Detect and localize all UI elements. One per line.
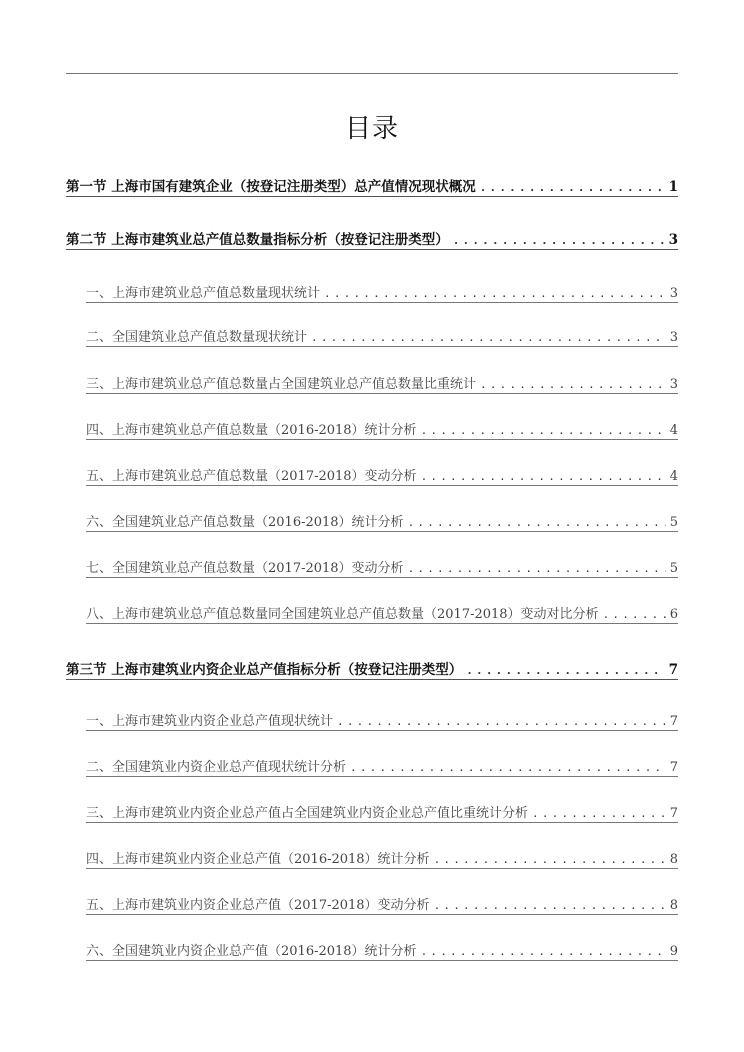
toc-subsection-link[interactable] [86, 557, 678, 578]
toc-page-number: 1 [668, 179, 678, 195]
toc-subsection-link[interactable] [86, 603, 678, 624]
toc-page-number: 9 [669, 944, 678, 959]
toc-page-number: 4 [669, 469, 678, 484]
toc-subsection-link[interactable] [86, 940, 678, 961]
toc-entry-label: 七、全国建筑业总产值总数量（2017-2018）变动分析 [86, 561, 404, 576]
dot-leader [532, 807, 666, 821]
toc-entry-label: 六、全国建筑业总产值总数量（2016-2018）统计分析 [86, 515, 404, 530]
dot-leader [480, 181, 665, 195]
toc-page-number: 5 [669, 515, 678, 530]
toc-entry-label: 五、上海市建筑业内资企业总产值（2017-2018）变动分析 [86, 898, 430, 913]
toc-page-number: 7 [669, 714, 678, 729]
toc-entry-label: 六、全国建筑业内资企业总产值（2016-2018）统计分析 [86, 944, 417, 959]
toc-subsection-link[interactable] [86, 326, 678, 347]
dot-leader [408, 516, 666, 530]
toc-subsection-link[interactable] [86, 373, 678, 394]
toc-subsection-link[interactable] [86, 756, 678, 777]
toc-title: 目录 [344, 114, 399, 144]
toc-section-link[interactable] [66, 228, 678, 250]
toc-subsection-link[interactable] [86, 465, 678, 486]
toc-entry-label: 五、上海市建筑业总产值总数量（2017-2018）变动分析 [86, 469, 417, 484]
toc-page-number: 7 [668, 662, 678, 678]
toc-entry-label: 三、上海市建筑业总产值总数量占全国建筑业总产值总数量比重统计 [86, 377, 477, 392]
toc-page-number: 3 [668, 232, 678, 248]
toc-section-link[interactable] [66, 658, 678, 680]
dot-leader [324, 287, 666, 301]
toc-entry-label: 一、上海市建筑业内资企业总产值现状统计 [86, 714, 334, 729]
toc-page-number: 6 [669, 607, 678, 622]
toc-entry-label: 三、上海市建筑业内资企业总产值占全国建筑业内资企业总产值比重统计分析 [86, 806, 529, 821]
toc-subsection-link[interactable] [86, 511, 678, 532]
toc-page-number: 7 [669, 806, 678, 821]
toc-subsection-link[interactable] [86, 419, 678, 440]
toc-entry-label: 第二节 上海市建筑业总产值总数量指标分析（按登记注册类型） [66, 232, 449, 248]
toc-entry-label: 四、上海市建筑业总产值总数量（2016-2018）统计分析 [86, 423, 417, 438]
toc-subsection-link[interactable] [86, 848, 678, 869]
toc-entry-label: 二、全国建筑业内资企业总产值现状统计分析 [86, 760, 347, 775]
toc-page-number: 3 [669, 330, 678, 345]
dot-leader [434, 899, 666, 913]
toc-page-number: 4 [669, 423, 678, 438]
dot-leader [603, 608, 666, 622]
dot-leader [337, 715, 666, 729]
toc-page-number: 8 [669, 898, 678, 913]
toc-subsection-link[interactable] [86, 282, 678, 303]
toc-page-number: 7 [669, 760, 678, 775]
toc-page-number: 5 [669, 561, 678, 576]
toc-entry-label: 一、上海市建筑业总产值总数量现状统计 [86, 286, 321, 301]
toc-entry-label: 二、全国建筑业总产值总数量现状统计 [86, 330, 308, 345]
toc-page-number: 3 [669, 377, 678, 392]
toc-entry-label: 第一节 上海市国有建筑企业（按登记注册类型）总产值情况现状概况 [66, 179, 476, 195]
toc-entry-label: 第三节 上海市建筑业内资企业总产值指标分析（按登记注册类型） [66, 662, 463, 678]
toc-entry-label: 四、上海市建筑业内资企业总产值（2016-2018）统计分析 [86, 852, 430, 867]
toc-page-number: 8 [669, 852, 678, 867]
dot-leader [421, 470, 666, 484]
dot-leader [434, 853, 666, 867]
dot-leader [311, 331, 666, 345]
dot-leader [350, 761, 666, 775]
toc-section-link[interactable] [66, 175, 678, 197]
toc-page-number: 3 [669, 286, 678, 301]
toc-entry-label: 八、上海市建筑业总产值总数量同全国建筑业总产值总数量（2017-2018）变动对比分析 [86, 607, 599, 622]
dot-leader [453, 234, 665, 248]
dot-leader [466, 664, 664, 678]
dot-leader [421, 945, 666, 959]
dot-leader [408, 562, 666, 576]
toc-subsection-link[interactable] [86, 710, 678, 731]
toc-subsection-link[interactable] [86, 894, 678, 915]
dot-leader [480, 378, 666, 392]
toc-subsection-link[interactable] [86, 802, 678, 823]
header-rule [66, 73, 678, 74]
dot-leader [421, 424, 666, 438]
